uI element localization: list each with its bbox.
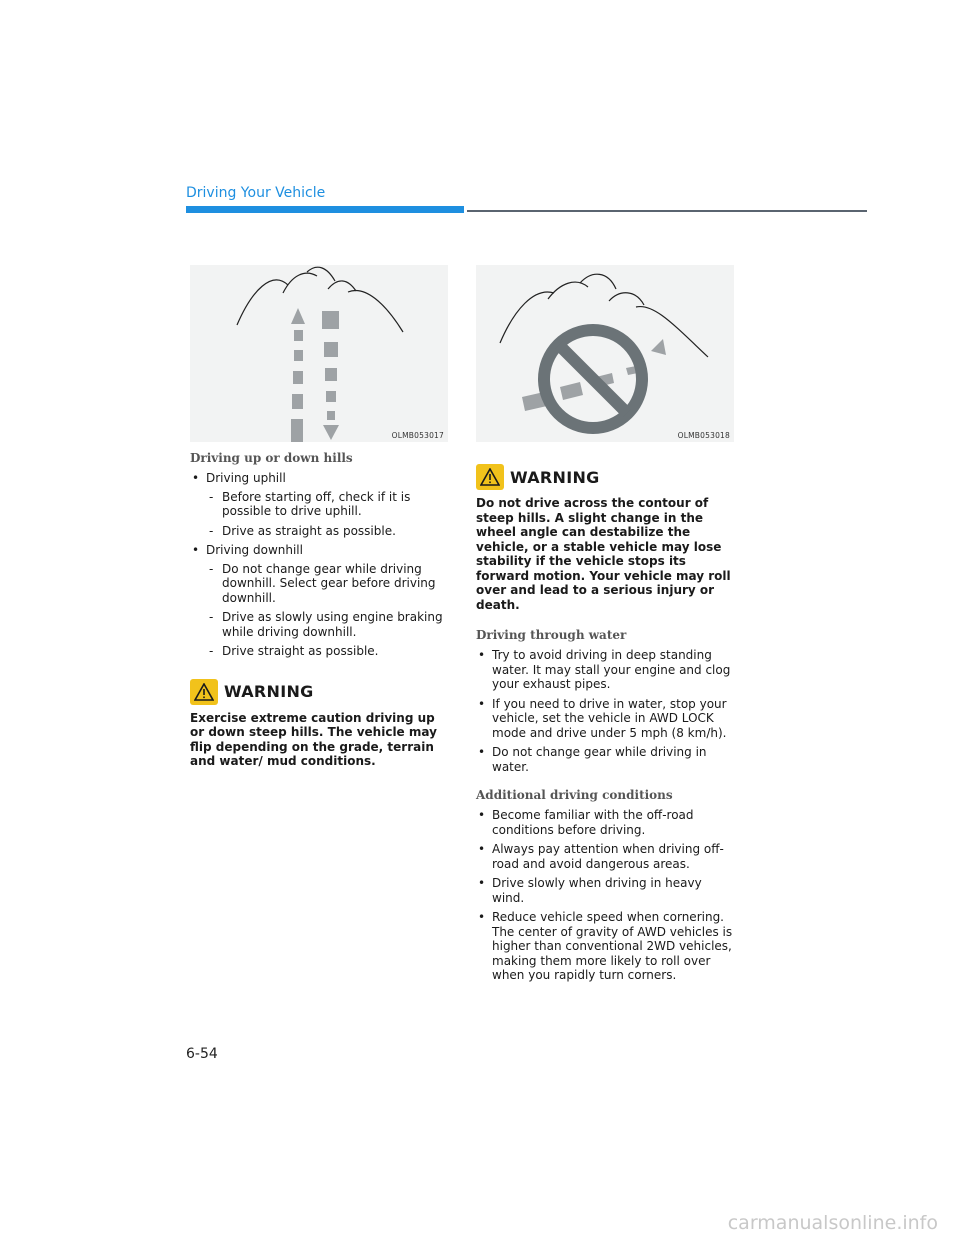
figure-code: OLMB053017 [391, 431, 444, 440]
warning-label: WARNING [224, 682, 314, 701]
list-item: - Before starting off, check if it is possible to drive uphill. [209, 489, 411, 518]
list-item: • Driving downhill - Do not change gear while driving downhill. Select gear before driving downhill. - Drive as slowly using engine braking while driving downhill. - Drive straight as possible. [190, 543, 448, 659]
header-title: Driving Your Vehicle [186, 185, 326, 201]
warning-triangle-icon [476, 464, 504, 490]
hills-list [190, 471, 448, 659]
warning-text: Exercise extreme caution driving up or down steep hills. The vehicle may flip depending on the grade, terrain and water/ mud conditions. [190, 710, 437, 768]
warning-header [476, 464, 734, 490]
section-title-water: Driving through water [476, 628, 627, 642]
list-item: - Drive as straight as possible. [209, 523, 396, 538]
list-item: • Become familiar with the off-road conditions before driving. [478, 808, 694, 837]
list-item: • Try to avoid driving in deep standing water. It may stall your engine and clog your exhaust pipes. [478, 648, 731, 691]
list-item: - Drive straight as possible. [209, 644, 379, 658]
section-title-additional: Additional driving conditions [476, 788, 673, 802]
hill-outline-icon [476, 265, 734, 442]
hill-outline-icon [190, 265, 448, 442]
right-column [476, 265, 734, 988]
water-list [476, 648, 734, 774]
figure-code: OLMB053018 [677, 431, 730, 440]
left-column [190, 265, 448, 769]
watermark: carmanualsonline.info [727, 1212, 938, 1234]
contour-prohibited-figure [476, 265, 734, 442]
header-rule [467, 210, 867, 212]
additional-list [476, 808, 734, 983]
header-accent-bar [186, 206, 464, 213]
list-item: • Driving uphill - Before starting off, check if it is possible to drive uphill. - Drive as straight as possible. [190, 471, 448, 538]
warning-triangle-icon [190, 679, 218, 705]
list-item: - Drive as slowly using engine braking while driving downhill. [209, 610, 443, 639]
hill-up-down-figure [190, 265, 448, 442]
warning-text: Do not drive across the contour of steep hills. A slight change in the wheel angle can destabilize the vehicle, or a stable vehicle may lose stability if the vehicle stops its forward motion. Your vehicle may roll over and lead to a serious injury or death. [476, 496, 731, 612]
warning-label: WARNING [510, 467, 600, 487]
list-item: • Do not change gear while driving in water. [478, 745, 707, 774]
list-item: • Reduce vehicle speed when cornering. The center of gravity of AWD vehicles is higher than conventional 2WD vehicles, making them more likely to roll over when you rapidly turn corners. [478, 910, 733, 982]
section-title-hills: Driving up or down hills [190, 451, 353, 465]
list-item: • Drive slowly when driving in heavy wind. [478, 876, 702, 905]
list-item: • Always pay attention when driving off-road and avoid dangerous areas. [478, 842, 724, 871]
page-number: 6-54 [186, 1046, 218, 1062]
prohibition-icon [544, 330, 642, 428]
list-item: • If you need to drive in water, stop your vehicle, set the vehicle in AWD LOCK mode and drive under 5 mph (8 km/h). [478, 696, 727, 740]
list-item: - Do not change gear while driving downhill. Select gear before driving downhill. [209, 561, 436, 605]
warning-header [190, 679, 448, 705]
